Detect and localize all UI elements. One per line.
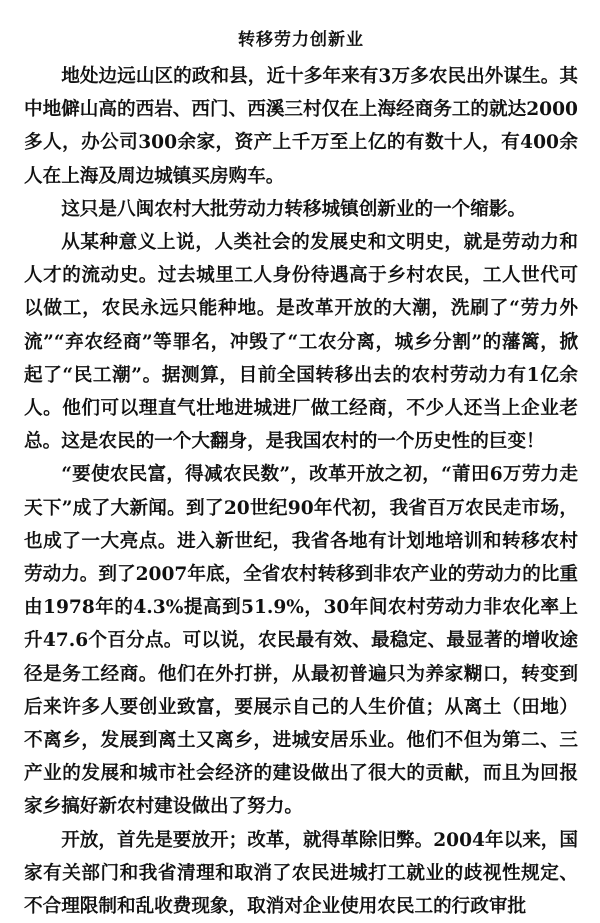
paragraph-4: “要使农民富，得减农民数”，改革开放之初，“莆田6万劳力走天下”成了大新闻。到了20世纪90年代初，我省百万农民走市场，也成了一大亮点。进入新世纪，我省各地有计划地培训和转移农村劳动力。到了2007年底，全省农村转移到非农产业的劳动力的比重由1978年的4.3%提高到51.9%，30年间农村劳动力非农化率上升47.6个百分点。可以说，农民最有效、最稳定、最显著的增收途径是务工经商。他们在外打拼，从最初普遍只为养家糊口，转变到后来许多人要创业致富，要展示自己的人生价值；从离土（田地）不离乡，发展到离土又离乡，进城安居乐业。他们不但为第二、三产业的发展和城市社会经济的建设做出了很大的贡献，而且为回报家乡搞好新农村建设做出了努力。 <box>24 464 578 818</box>
paragraph-3: 从某种意义上说，人类社会的发展史和文明史，就是劳动力和人才的流动史。过去城里工人身份待遇高于乡村农民，工人世代可以做工，农民永远只能种地。是改革开放的大潮，洗刷了“劳力外流”“弃农经商”等罪名，冲毁了“工农分离，城乡分割”的藩篱，掀起了“民工潮”。据测算，目前全国转移出去的农村劳动力有1亿余人。他们可以理直气壮地进城进厂做工经商，不少人还当上企业老总。这是农民的一个大翻身，是我国农村的一个历史性的巨变！ <box>24 232 578 453</box>
article-title: 转移劳力创新业 <box>238 30 364 50</box>
paragraph-5: 开放，首先是要放开；改革，就得革除旧弊。2004年以来，国家有关部门和我省清理和取消了农民进城打工就业的歧视性规定、不合理限制和乱收费现象，取消对企业使用农民工的行政审批 <box>24 829 578 918</box>
paragraph-2: 这只是八闽农村大批劳动力转移城镇创新业的一个缩影。 <box>61 198 527 220</box>
paragraph-1: 地处边远山区的政和县，近十多年来有3万多农民出外谋生。其中地僻山高的西岩、西门、西溪三村仅在上海经商务工的就达2000多人，办公司300余家，资产上千万至上亿的有数十人，有400余人在上海及周边城镇买房购车。 <box>24 66 578 187</box>
